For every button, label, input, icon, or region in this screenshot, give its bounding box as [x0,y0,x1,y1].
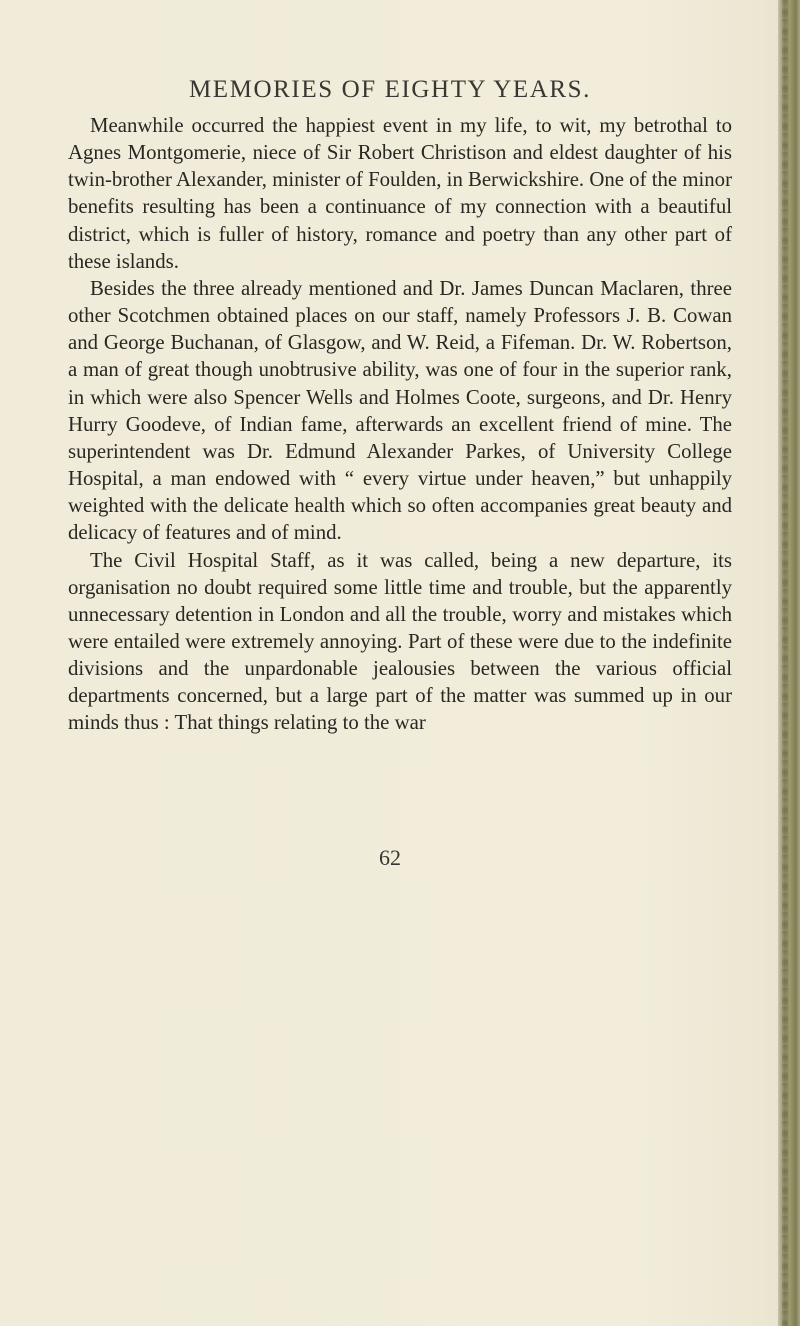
running-head: MEMORIES OF EIGHTY YEARS. [188,76,592,103]
paragraph-betrothal: Meanwhile occurred the happiest event in my life, to wit, my betrothal to Agnes Montgomerie, niece of Sir Robert Christison and eldest daughter of his twin-brother Alexander, minister of Foulden, in Berwickshire. One of the minor benefits resulting has been a continuance of my connection with a beautiful district, which is fuller of history, romance and poetry than any other part of these islands. [68,114,732,273]
page-edge-shadow [778,0,800,1326]
page-number: 62 [379,845,401,870]
body-text [68,112,732,737]
paragraph-staff: Besides the three already mentioned and Dr. James Duncan Maclaren, three other Scotchmen obtained places on our staff, namely Professors J. B. Cowan and George Buchanan, of Glasgow, and W. Reid, a Fifeman. Dr. W. Robertson, a man of great though unobtrusive ability, was one of four in the superior rank, in which were also Spencer Wells and Holmes Coote, surgeons, and Dr. Henry Hurry Goodeve, of Indian fame, afterwards an excellent friend of mine. The superintendent was Dr. Edmund Alexander Parkes, of University College Hospital, a man endowed with “ every virtue under heaven,” but unhappily weighted with the delicate health which so often accompanies great beauty and delicacy of features and of mind. [68,276,732,545]
paragraph-civil-hospital: The Civil Hospital Staff, as it was called, being a new departure, its organisation no doubt required some little time and trouble, but the apparently unnecessary detention in London and all the trouble, worry and mistakes which were entailed were extremely annoying. Part of these were due to the indefinite divisions and the unpardonable jealousies between the various official departments concerned, but a large part of the matter was summed up in our minds thus : That things relating to the war [68,548,732,735]
